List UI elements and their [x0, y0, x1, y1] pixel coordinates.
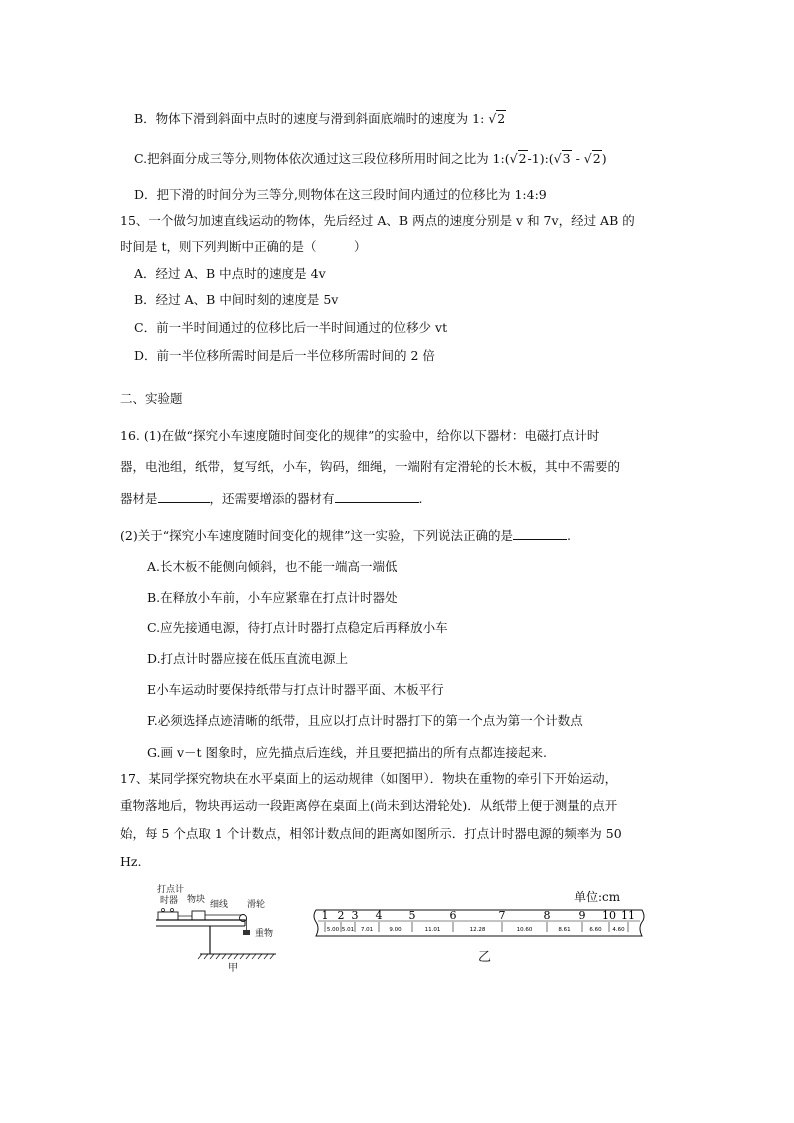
- q14-option-c-mid: -1):(: [527, 151, 554, 166]
- q17-line3: 始，每 5 个点取 1 个计数点，相邻计数点间的距离如图所示．打点计时器电源的频率为 50: [120, 826, 622, 841]
- tape-distance-label: 6.60: [589, 927, 602, 933]
- figure-apparatus: [150, 880, 285, 972]
- q14-option-c-prefix: C.把斜面分成三等分,则物体依次通过这三段位移所用时间之比为 1:(: [134, 151, 510, 166]
- q16-text: .: [418, 491, 423, 506]
- tape-distance-label: 12.28: [469, 927, 486, 933]
- q16-part2: [120, 527, 571, 544]
- label-pulley: 滑轮: [247, 900, 266, 910]
- tape-point-label: 9: [578, 909, 586, 922]
- q16-option-e: E小车运动时要保持纸带与打点计时器平面、木板平行: [147, 682, 444, 697]
- label-timer-1: 打点计: [157, 885, 185, 895]
- tape-point-label: 6: [449, 909, 457, 922]
- q16-option-b: B.在释放小车前，小车应紧靠在打点计时器处: [147, 590, 398, 605]
- tape-distance-label: 7.01: [360, 927, 374, 933]
- label-weight: 重物: [255, 929, 274, 939]
- q16-text: .: [567, 528, 571, 543]
- label-timer-2: 时器: [160, 896, 179, 906]
- label-block: 物块: [187, 895, 206, 905]
- label-rope: 细线: [210, 900, 229, 910]
- q14-option-c-suffix: ): [601, 151, 607, 166]
- sqrt-symbol: √2: [509, 151, 527, 166]
- tape-point-label: 3: [351, 909, 359, 922]
- q16-option-f: F.必须选择点迹清晰的纸带，且应以打点计时器打下的第一个点为第一个计数点: [147, 713, 583, 728]
- q17-line1: 17、某同学探究物块在水平桌面上的运动规律（如图甲）．物块在重物的牵引下开始运动，: [120, 771, 618, 786]
- tape-distance-label: 5.00: [326, 927, 340, 933]
- answer-blank[interactable]: [335, 490, 419, 503]
- q14-option-d: D．把下滑的时间分为三等分,则物体在这三段时间内通过的位移比为 1:4:9: [134, 187, 547, 202]
- q15-option-a: A．经过 A、B 中点时的速度是 4v: [134, 266, 326, 281]
- q15-stem-line2: 时间是 t，则下列判断中正确的是（ ）: [120, 239, 367, 254]
- q14-option-b-text: B．物体下滑到斜面中点时的速度与滑到斜面底端时的速度为 1:: [134, 111, 485, 126]
- figure-caption-yi: 乙: [478, 950, 492, 965]
- q16-text: 器材是: [120, 491, 158, 506]
- q16-part1-line1: 16. (1)在做“探究小车速度随时间变化的规律”的实验中，给你以下器材：电磁打点计时: [120, 428, 600, 443]
- q14-option-c-minus: -: [571, 151, 584, 166]
- sqrt-symbol: √2: [583, 151, 601, 166]
- tape-distance-label: 4.60: [612, 927, 625, 933]
- tape-distance-label: 5.01: [341, 927, 355, 933]
- q14-option-c: [134, 151, 607, 167]
- answer-blank[interactable]: [158, 490, 210, 503]
- tape-point-label: 11: [621, 909, 635, 922]
- q17-line4: Hz.: [120, 854, 142, 869]
- tape-point-label: 4: [375, 909, 383, 922]
- tape-distance-label: 10.60: [516, 927, 533, 933]
- answer-blank[interactable]: [513, 527, 567, 540]
- sqrt-symbol: √2: [488, 111, 506, 126]
- tape-point-label: 2: [337, 909, 345, 922]
- tape-point-label: 1: [321, 909, 329, 922]
- tape-point-label: 5: [408, 909, 416, 922]
- sqrt-symbol: √3: [553, 151, 571, 166]
- q17-line2: 重物落地后，物块再运动一段距离停在桌面上(尚未到达滑轮处)．从纸带上便于测量的点开: [120, 798, 618, 813]
- q15-stem-line1: 15、一个做匀加速直线运动的物体，先后经过 A、B 两点的速度分别是 v 和 7v，经过 AB 的: [120, 213, 635, 228]
- tape-point-label: 10: [602, 909, 616, 922]
- tape-distance-label: 9.00: [389, 927, 402, 933]
- q15-option-d: D．前一半位移所需时间是后一半位移所需时间的 2 倍: [134, 348, 435, 363]
- q16-part1-line3: [120, 490, 423, 507]
- q16-part1-line2: 器，电池组，纸带，复写纸，小车，钩码，细绳，一端附有定滑轮的长木板，其中不需要的: [120, 459, 621, 474]
- tape-point-label: 7: [498, 909, 506, 922]
- q16-option-a: A.长木板不能侧向倾斜，也不能一端高一端低: [147, 559, 398, 574]
- section-heading: 二、实验题: [120, 391, 183, 406]
- q16-option-c: C.应先接通电源，待打点计时器打点稳定后再释放小车: [147, 620, 448, 635]
- figure-tape: [312, 888, 652, 966]
- tape-distance-label: 8.61: [558, 927, 571, 933]
- tape-unit-label: 单位:cm: [574, 890, 621, 904]
- q14-option-b: [134, 111, 506, 127]
- q16-option-d: D.打点计时器应接在低压直流电源上: [147, 651, 349, 666]
- q16-part2-text: (2)关于“探究小车速度随时间变化的规律”这一实验，下列说法正确的是: [120, 528, 513, 543]
- q16-text: ，还需要增添的器材有: [209, 491, 335, 506]
- q15-option-c: C．前一半时间通过的位移比后一半时间通过的位移少 vt: [134, 320, 448, 335]
- figure-caption-jia: 甲: [228, 963, 238, 974]
- tape-point-label: 8: [543, 909, 551, 922]
- q15-option-b: B．经过 A、B 中间时刻的速度是 5v: [134, 292, 339, 307]
- q16-option-g: G.画 v－t 图象时，应先描点后连线，并且要把描出的所有点都连接起来.: [147, 745, 548, 760]
- tape-distance-label: 11.01: [424, 927, 441, 933]
